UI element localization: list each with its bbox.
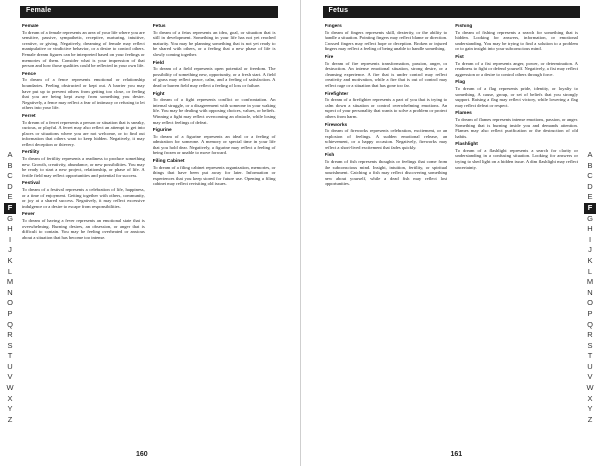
dictionary-entry xyxy=(455,55,578,77)
index-letter-i[interactable]: I xyxy=(8,234,12,244)
dictionary-entry xyxy=(325,153,448,187)
entry-title: Flag xyxy=(455,80,466,86)
dictionary-entry xyxy=(325,55,448,89)
index-letter-o[interactable]: O xyxy=(7,298,13,308)
dictionary-entry xyxy=(153,92,276,126)
index-letter-b[interactable]: B xyxy=(7,160,13,170)
entry-title: Fist xyxy=(455,54,464,60)
dictionary-entry xyxy=(22,24,145,69)
entry-text: To dream of a fist represents anger, power, or determination. A readiness to fight or defend yourself. Negatively, a fist may reflect aggression or a desire to control others through force. xyxy=(455,60,578,77)
index-letter-w[interactable]: W xyxy=(586,383,594,393)
entry-title: Filing Cabinet xyxy=(152,159,185,165)
index-letter-s[interactable]: S xyxy=(587,340,593,350)
index-letter-x[interactable]: X xyxy=(587,393,593,403)
index-letter-y[interactable]: Y xyxy=(7,404,13,414)
entry-title: Ferret xyxy=(22,113,36,119)
dictionary-entry xyxy=(153,24,276,58)
index-letter-g[interactable]: G xyxy=(587,213,593,223)
dictionary-entry xyxy=(455,80,578,108)
entry-title: Female xyxy=(22,24,39,29)
index-letter-v[interactable]: V xyxy=(7,372,13,382)
entry-title: Fence xyxy=(22,71,36,77)
index-letter-l[interactable]: L xyxy=(7,266,13,276)
index-letter-m[interactable]: M xyxy=(586,277,594,287)
index-letter-h[interactable]: H xyxy=(7,224,13,234)
dictionary-entry xyxy=(22,150,145,178)
index-letter-k[interactable]: K xyxy=(587,255,593,265)
entry-title: Field xyxy=(152,60,164,66)
dictionary-entry xyxy=(153,61,276,89)
left-header-bar xyxy=(20,6,278,18)
entry-title: Fever xyxy=(22,212,35,218)
index-letter-x[interactable]: X xyxy=(7,393,13,403)
index-letter-y[interactable]: Y xyxy=(587,404,593,414)
index-letter-q[interactable]: Q xyxy=(7,319,13,329)
entry-text: To dream of fire represents transformation, passion, anger, or destruction. An intense emotional situation, strong desire, or a cleansing experience. A fire that is under control may reflect creativity and motivation, while a fire that is out of control may reflect rage or a situation that has gone too far. xyxy=(324,60,448,88)
index-letter-j[interactable]: J xyxy=(8,245,12,255)
index-letter-d[interactable]: D xyxy=(7,181,13,191)
dictionary-entry xyxy=(22,72,145,111)
index-letter-s[interactable]: S xyxy=(7,340,13,350)
right-page xyxy=(301,0,600,466)
index-letter-i[interactable]: I xyxy=(588,234,592,244)
dictionary-entry xyxy=(325,24,448,52)
index-letter-z[interactable]: Z xyxy=(7,414,13,424)
entry-title: Fight xyxy=(152,91,165,97)
index-letter-d[interactable]: D xyxy=(587,181,593,191)
index-letter-j[interactable]: J xyxy=(588,245,592,255)
dictionary-entry xyxy=(455,111,578,139)
dictionary-entry xyxy=(325,92,448,120)
entry-title: Fire xyxy=(324,54,334,60)
left-page-number: 160 xyxy=(136,451,148,458)
dictionary-entry xyxy=(22,212,145,240)
right-page-number: 161 xyxy=(450,451,463,458)
index-letter-k[interactable]: K xyxy=(7,255,13,265)
entry-text: To dream of fingers represents skill, dexterity, or the ability to handle a situation. Pointing fingers may reflect blame or direction. Crossed fingers may reflect hope or deception. Broken or injured fingers may reflect a feeling of being unable to handle something. xyxy=(324,29,448,52)
entry-text: To dream of a filing cabinet represents organization, memories, or things that have been put away for later. Information or experiences that you keep stored for future use. Opening a filing cabinet may reflect revisiting old issues. xyxy=(152,164,276,187)
entry-title: Fish xyxy=(324,153,335,159)
index-letter-n[interactable]: N xyxy=(7,287,13,297)
index-letter-c[interactable]: C xyxy=(7,171,13,181)
left-header-title: Female xyxy=(26,7,52,14)
entry-text: To dream of fertility represents a readiness to produce something new. Growth, creativity, abundance, or new possibilities. You may be ready to start a new project, relationship, or phase of life. A fertile field may reflect opportunities and potential for success. xyxy=(22,156,145,178)
index-letter-q[interactable]: Q xyxy=(587,319,593,329)
entry-text: To dream of flames represents intense emotions, passion, or anger. Something that is burning inside you and demands attention. Flames may also reflect purification or the destruction of old habits. xyxy=(455,116,578,139)
dictionary-entry xyxy=(153,128,276,156)
entry-text: To dream of fish represents thoughts or feelings that come from the subconscious mind. Insight, intuition, fertility, or spiritual nourishment. Catching a fish may reflect discovering something new about yourself, while a dead fish may reflect lost opportunities. xyxy=(324,159,448,187)
entry-text: To dream of having a fever represents an emotional state that is overwhelming. Burning desires, an obsession, or anger that is difficult to contain. You may be feeling overheated or anxious about a situation that has become too intense. xyxy=(22,218,145,240)
dictionary-entry xyxy=(455,24,578,52)
entry-text: To dream of a female represents an area of your life where you are sensitive, passive, sympathetic, receptive, nurturing, intuitive, creative, or giving. Negatively, dreaming of female may reflect manipulative or vindictive behavior, or a desire to control others. Female dream figures can be interpreted based on your feelings or memories of them. Consider what is your impression of that person and how those qualities could be reflected in your own life. xyxy=(22,29,145,69)
index-letter-u[interactable]: U xyxy=(587,361,593,371)
text-column xyxy=(22,24,145,440)
entry-title: Fertility xyxy=(22,150,40,156)
index-letter-m[interactable]: M xyxy=(6,277,14,287)
entry-title: Festival xyxy=(22,181,40,187)
index-letter-b[interactable]: B xyxy=(587,160,593,170)
index-letter-e[interactable]: E xyxy=(587,192,593,202)
entry-title: Fireworks xyxy=(324,122,348,128)
entry-text: To dream of a figurine represents an ideal or a feeling of admiration for someone. A memory or special time in your life that you hold dear. Negatively, a figurine may reflect a feeling of being frozen or unable to move forward. xyxy=(152,133,276,156)
index-letter-l[interactable]: L xyxy=(587,266,593,276)
entry-title: Firefighter xyxy=(324,91,349,97)
entry-title: Flames xyxy=(455,111,472,117)
index-letter-p[interactable]: P xyxy=(587,308,593,318)
entry-title: Figurine xyxy=(152,128,172,134)
entry-title: Flashlight xyxy=(455,142,478,148)
index-letter-r[interactable]: R xyxy=(587,330,593,340)
index-letter-e[interactable]: E xyxy=(7,192,13,202)
index-letter-t[interactable]: T xyxy=(7,351,13,361)
index-letter-a[interactable]: A xyxy=(7,150,13,159)
index-letter-c[interactable]: C xyxy=(587,171,593,181)
left-letter-index xyxy=(4,150,16,425)
index-letter-f[interactable]: F xyxy=(4,203,16,214)
index-letter-r[interactable]: R xyxy=(7,330,13,340)
index-letter-z[interactable]: Z xyxy=(587,414,593,424)
index-letter-a[interactable]: A xyxy=(587,150,593,159)
index-letter-f[interactable]: F xyxy=(584,203,596,214)
entry-text: To dream of a fence represents emotional or relationship boundaries. Feeling obstructed or kept out. A barrier you may have put up to prevent others from getting too close, or feeling that you are being kept away from something you desire. Negatively, a fence may reflect a fear of intimacy or refusing to let others into your life. xyxy=(22,77,145,111)
index-letter-v[interactable]: V xyxy=(587,372,593,382)
entry-text: To dream of a flag represents pride, identity, or loyalty to something. A cause, group, or set of beliefs that you strongly support. Raising a flag may reflect victory, while lowering a flag may reflect defeat or respect. xyxy=(455,85,578,108)
entry-title: Fishing xyxy=(455,24,473,29)
entry-text: To dream of a festival represents a celebration of life, happiness, or a time of enjoyment. Getting together with others, community, or joy at a shared success. Negatively, it may reflect excessive indulgence or a desire to escape from responsibilities. xyxy=(22,187,145,209)
text-column xyxy=(325,24,448,440)
index-letter-w[interactable]: W xyxy=(6,383,14,393)
right-header-title: Fetus xyxy=(328,7,349,14)
entry-text: To dream of a fetus represents an idea, goal, or situation that is still in development. Something in your life has not yet reached maturity. You may be planning something that is not yet ready to be shared with others, or a feeling that a new phase of life is slowly coming together. xyxy=(152,29,276,57)
index-letter-t[interactable]: T xyxy=(587,351,593,361)
index-letter-n[interactable]: N xyxy=(587,287,593,297)
entry-text: To dream of fireworks represents celebration, excitement, or an explosion of feelings. A sudden emotional release, an achievement, or a happy occasion. Negatively, fireworks may reflect a short-lived excitement that fades quickly. xyxy=(324,128,448,150)
entry-text: To dream of a flashlight represents a search for clarity or understanding in a confusing situation. Looking for answers or trying to shed light on a hidden issue. A dim flashlight may reflect uncertainty. xyxy=(455,147,578,170)
entry-title: Fingers xyxy=(324,24,342,29)
index-letter-u[interactable]: U xyxy=(7,361,13,371)
dictionary-entry xyxy=(22,181,145,209)
right-header-bar xyxy=(323,6,581,18)
right-letter-index xyxy=(584,150,596,425)
left-columns xyxy=(22,24,276,440)
right-columns xyxy=(325,24,579,440)
dictionary-entry xyxy=(153,159,276,187)
entry-text: To dream of a firefighter represents a part of you that is trying to calm down a situation or control overwhelming emotions. An aspect of your personality that wants to solve a problem or protect others from harm. xyxy=(324,97,448,119)
entry-text: To dream of a fight represents conflict or confrontation. An internal struggle, or a disagreement with someone in your waking life. You may be dealing with opposing choices, values, or beliefs. Winning a fight may reflect overcoming an obstacle, while losing may reflect feelings of defeat. xyxy=(152,97,276,125)
text-column xyxy=(153,24,276,440)
index-letter-o[interactable]: O xyxy=(587,298,593,308)
index-letter-h[interactable]: H xyxy=(587,224,593,234)
dictionary-entry xyxy=(22,114,145,148)
entry-text: To dream of fishing represents a search for something that is hidden. Looking for answers, information, or emotional understanding. You may be trying to find a solution to a problem or to gain insight into your subconscious mind. xyxy=(455,29,578,52)
dictionary-entry xyxy=(455,142,578,170)
dictionary-entry xyxy=(325,123,448,151)
text-column xyxy=(455,24,578,440)
index-letter-p[interactable]: P xyxy=(7,308,13,318)
entry-title: Fetus xyxy=(152,24,166,29)
entry-text: To dream of a field represents open potential or freedom. The possibility of something new, opportunity, or a fresh start. A field of grass may reflect peace, calm, and a feeling of satisfaction. A dead or barren field may reflect a feeling of loss or failure. xyxy=(152,66,276,88)
index-letter-g[interactable]: G xyxy=(7,213,13,223)
entry-text: To dream of a ferret represents a person or situation that is sneaky, curious, or playful. A ferret may also reflect an attempt to get into places or situations where you are not welcome, or to find out information that others want to keep hidden. Negatively, it may reflect deception or thievery. xyxy=(22,119,145,147)
